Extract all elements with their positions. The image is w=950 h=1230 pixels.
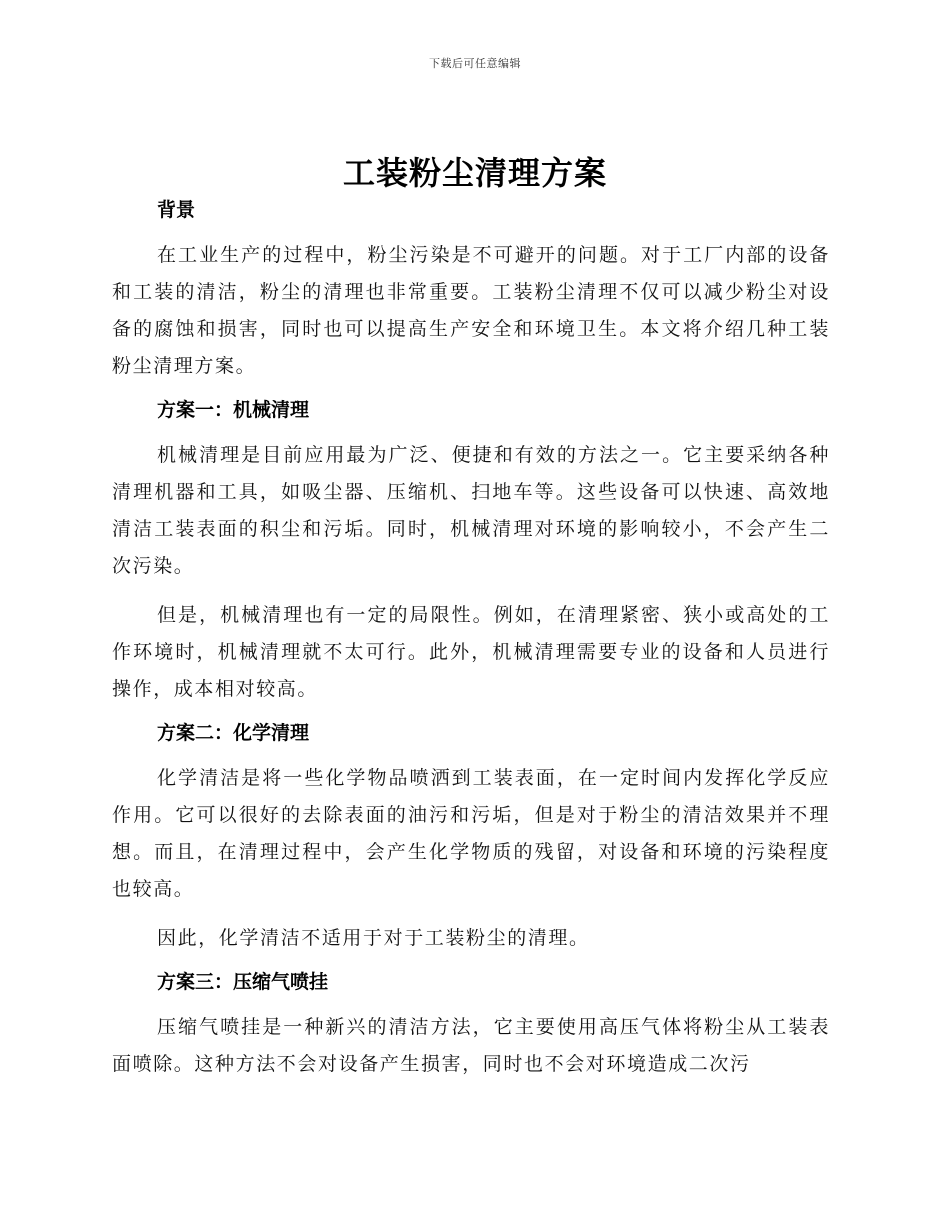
paragraph-plan-2-1: 化学清洁是将一些化学物品喷洒到工装表面，在一定时间内发挥化学反应作用。它可以很好的去除表面的油污和污垢，但是对于粉尘的清洁效果并不理想。而且，在清理过程中，会产生化学物质的残留，对设备和环境的污染程度也较高。 bbox=[112, 767, 830, 900]
section-heading-background: 背景 bbox=[157, 199, 196, 221]
paragraph-plan-1-2: 但是，机械清理也有一定的局限性。例如，在清理紧密、狭小或高处的工作环境时，机械清理就不太可行。此外，机械清理需要专业的设备和人员进行操作，成本相对较高。 bbox=[112, 604, 830, 700]
paragraph-background-1: 在工业生产的过程中，粉尘污染是不可避开的问题。对于工厂内部的设备和工装的清洁，粉尘的清理也非常重要。工装粉尘清理不仅可以减少粉尘对设备的腐蚀和损害，同时也可以提高生产安全和环境卫生。本文将介绍几种工装粉尘清理方案。 bbox=[112, 244, 830, 377]
paragraph-plan-3-1: 压缩气喷挂是一种新兴的清洁方法，它主要使用高压气体将粉尘从工装表面喷除。这种方法不会对设备产生损害，同时也不会对环境造成二次污 bbox=[112, 1016, 830, 1075]
document-body bbox=[112, 195, 830, 1083]
paragraph-plan-1-1: 机械清理是目前应用最为广泛、便捷和有效的方法之一。它主要采纳各种清理机器和工具，如吸尘器、压缩机、扫地车等。这些设备可以快速、高效地清洁工装表面的积尘和污垢。同时，机械清理对环境的影响较小，不会产生二次污染。 bbox=[112, 444, 830, 577]
document-title: 工装粉尘清理方案 bbox=[342, 154, 607, 192]
paragraph-plan-2-2: 因此，化学清洁不适用于对于工装粉尘的清理。 bbox=[157, 927, 590, 949]
section-heading-plan-3: 方案三：压缩气喷挂 bbox=[157, 971, 329, 993]
section-heading-plan-2: 方案二：化学清理 bbox=[157, 722, 310, 744]
section-heading-plan-1: 方案一：机械清理 bbox=[157, 399, 310, 421]
page-header-note: 下载后可任意编辑 bbox=[429, 57, 521, 70]
